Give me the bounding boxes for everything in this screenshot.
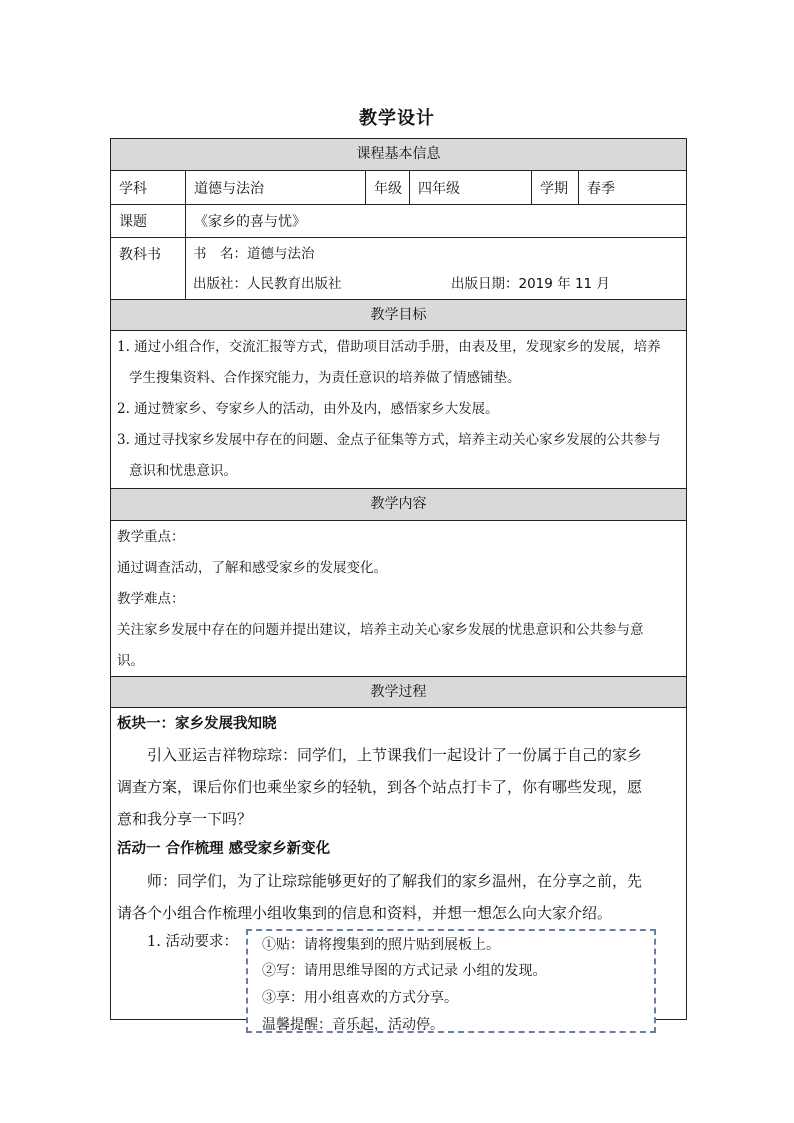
teacher-line-1: 师：同学们，为了让琮琮能够更好的了解我们的家乡温州，在分享之前，先 [147, 872, 643, 890]
book-name: 书 名：道德与法治 [193, 246, 315, 262]
section-basic-info: 课程基本信息 [111, 139, 686, 171]
difficulty-line-1: 关注家乡发展中存在的问题并提出建议，培养主动关心家乡发展的忧患意识和公共参与意 [117, 622, 644, 638]
section-process: 教学过程 [111, 677, 686, 708]
topic-value: 《家乡的喜与忧》 [194, 214, 306, 230]
publisher: 出版社：人民教育出版社 [193, 276, 342, 292]
publish-date: 出版日期：2019 年 11 月 [451, 276, 610, 292]
key-point: 通过调查活动，了解和感受家乡的发展变化。 [117, 560, 387, 576]
teacher-line-2: 请各个小组合作梳理小组收集到的信息和资料，并想一想怎么向大家介绍。 [117, 904, 613, 922]
grade-label: 年级 [366, 171, 410, 204]
term-value: 春季 [587, 180, 615, 197]
goal-line-3: 2. 通过赞家乡、夸家乡人的活动，由外及内，感悟家乡大发展。 [117, 401, 499, 417]
textbook-row [111, 238, 686, 300]
key-label: 教学重点： [117, 529, 185, 545]
block-1-heading: 板块一：家乡发展我知晓 [117, 715, 277, 732]
requirements-label: 1. 活动要求： [147, 934, 238, 950]
goals-body [111, 331, 686, 489]
grade-value: 四年级 [410, 171, 532, 204]
intro-line-1: 引入亚运吉祥物琮琮：同学们，上节课我们一起设计了一份属于自己的家乡 [147, 746, 643, 764]
subject-label: 学科 [111, 171, 186, 204]
goal-line-1: 1. 通过小组合作，交流汇报等方式，借助项目活动手册，由表及里，发现家乡的发展，培养 [117, 339, 661, 355]
activity-requirements-box [246, 929, 656, 1033]
intro-line-3: 意和我分享一下吗？ [117, 810, 253, 828]
textbook-label: 教科书 [111, 238, 186, 299]
topic-label: 课题 [111, 205, 186, 237]
reminder: 温馨提醒：音乐起，活动停。 [262, 1017, 444, 1033]
difficulty-label: 教学难点： [117, 591, 185, 607]
difficulty-line-2: 识。 [117, 653, 144, 669]
subject-row [111, 171, 686, 205]
intro-line-2: 调查方案，课后你们也乘坐家乡的轻轨，到各个站点打卡了，你有哪些发现，愿 [117, 778, 643, 796]
term-label: 学期 [532, 171, 579, 204]
document-title: 教学设计 [359, 108, 435, 129]
goal-line-2: 学生搜集资料、合作探究能力，为责任意识的培养做了情感铺垫。 [129, 370, 521, 386]
goal-line-5: 意识和忧患意识。 [129, 463, 237, 479]
requirement-write: ②写：请用思维导图的方式记录 小组的发现。 [262, 963, 547, 979]
requirement-share: ③享：用小组喜欢的方式分享。 [262, 990, 458, 1006]
subject-value: 道德与法治 [186, 171, 366, 204]
section-goals: 教学目标 [111, 300, 686, 331]
content-body [111, 521, 686, 677]
lesson-plan-table [110, 138, 687, 1020]
requirement-stick: ①贴：请将搜集到的照片贴到展板上。 [262, 937, 500, 953]
goal-line-4: 3. 通过寻找家乡发展中存在的问题、金点子征集等方式，培养主动关心家乡发展的公共参与 [117, 432, 661, 448]
topic-row [111, 205, 686, 238]
activity-1-heading: 活动一 合作梳理 感受家乡新变化 [117, 840, 331, 857]
section-content: 教学内容 [111, 489, 686, 521]
